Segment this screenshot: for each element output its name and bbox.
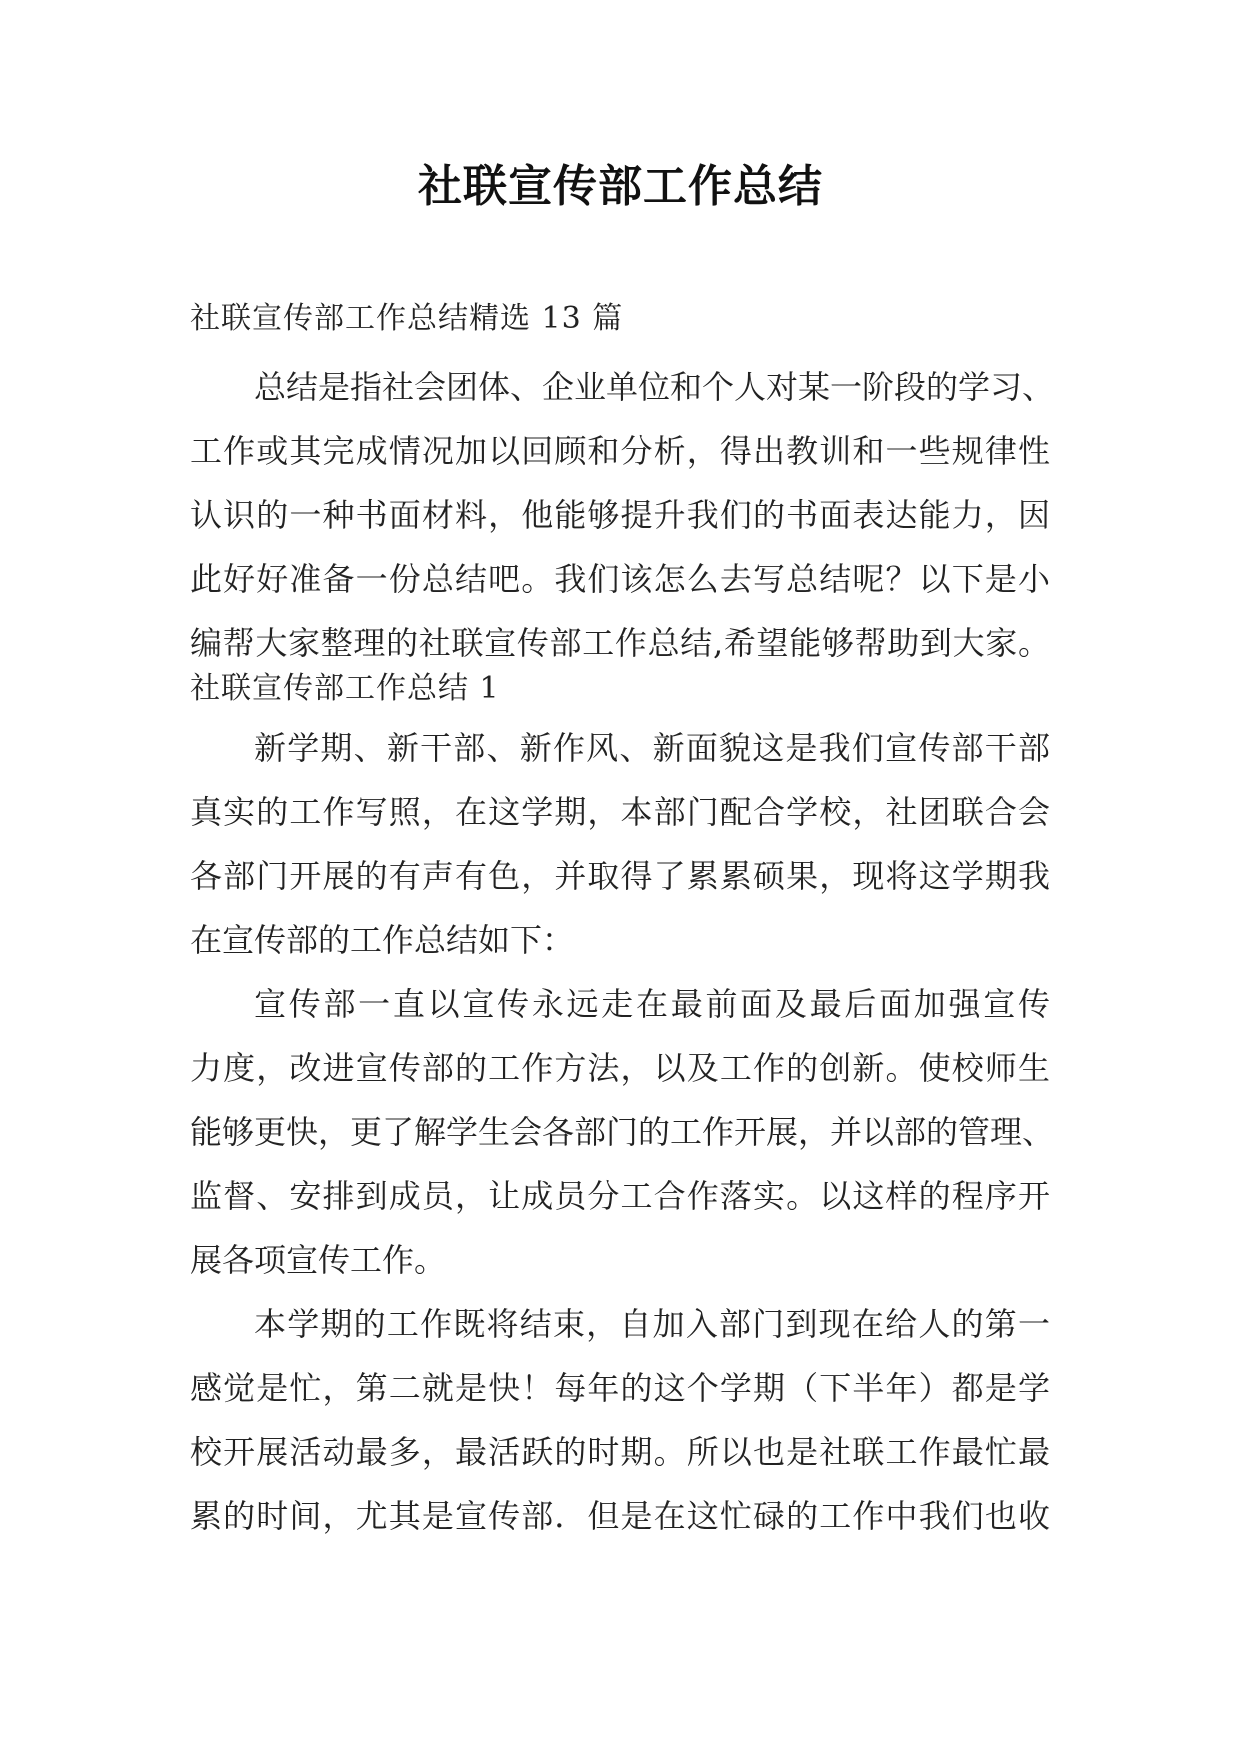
paragraph-line: 本学期的工作既将结束，自加入部门到现在给人的第一 <box>254 1305 1050 1343</box>
paragraph-line: 新学期、新干部、新作风、新面貌这是我们宣传部干部 <box>254 729 1050 767</box>
document-subtitle: 社联宣传部工作总结精选 13 篇 <box>190 301 624 336</box>
section1-paragraph-2 <box>190 972 1055 1292</box>
intro-line: 总结是指社会团体、企业单位和个人对某一阶段的学习、 <box>254 368 1055 406</box>
intro-line: 此好好准备一份总结吧。我们该怎么去写总结呢？以下是小 <box>190 560 1050 598</box>
paragraph-line: 各部门开展的有声有色，并取得了累累硕果，现将这学期我 <box>190 857 1050 895</box>
document-title: 社联宣传部工作总结 <box>418 161 823 212</box>
paragraph-line: 在宣传部的工作总结如下： <box>190 921 575 959</box>
intro-paragraph <box>190 355 1055 675</box>
paragraph-line: 校开展活动最多，最活跃的时期。所以也是社联工作最忙最 <box>190 1433 1050 1471</box>
intro-line: 工作或其完成情况加以回顾和分析，得出教训和一些规律性 <box>190 432 1050 470</box>
paragraph-line: 感觉是忙，第二就是快！每年的这个学期（下半年）都是学 <box>190 1369 1050 1407</box>
section-heading: 社联宣传部工作总结 1 <box>190 671 500 706</box>
paragraph-line: 真实的工作写照，在这学期，本部门配合学校，社团联合会 <box>190 793 1050 831</box>
paragraph-line: 宣传部一直以宣传永远走在最前面及最后面加强宣传 <box>254 985 1050 1023</box>
paragraph-line: 监督、安排到成员，让成员分工合作落实。以这样的程序开 <box>190 1177 1050 1215</box>
intro-line: 编帮大家整理的社联宣传部工作总结,希望能够帮助到大家。 <box>190 624 1050 662</box>
paragraph-line: 展各项宣传工作。 <box>190 1241 447 1279</box>
section1-paragraph-1 <box>190 716 1050 972</box>
section1-paragraph-3 <box>190 1292 1050 1548</box>
paragraph-line: 力度，改进宣传部的工作方法，以及工作的创新。使校师生 <box>190 1049 1050 1087</box>
paragraph-line: 能够更快，更了解学生会各部门的工作开展，并以部的管理、 <box>190 1113 1055 1151</box>
intro-line: 认识的一种书面材料，他能够提升我们的书面表达能力，因 <box>190 496 1050 534</box>
paragraph-line: 累的时间，尤其是宣传部．但是在这忙碌的工作中我们也收 <box>190 1497 1050 1535</box>
